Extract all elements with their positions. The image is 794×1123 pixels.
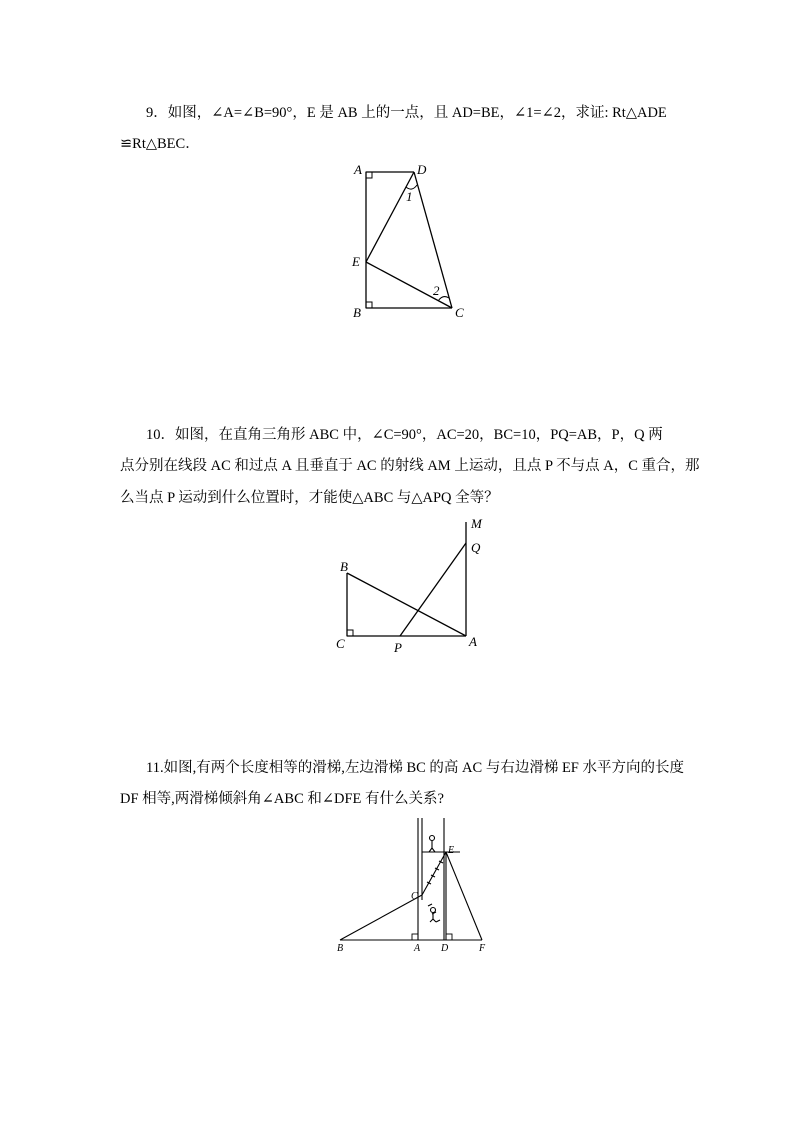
angle-1-label: 1 — [406, 189, 413, 204]
problem-10-line-2: 点分别在线段 AC 和过点 A 且垂直于 AC 的射线 AM 上运动，且点 P 不与点 A，C 重合，那 — [120, 458, 700, 474]
label-A: A — [354, 162, 362, 177]
label-B: B — [353, 305, 361, 320]
label-E: E — [352, 254, 360, 269]
label-D: D — [441, 943, 449, 954]
label-E: E — [448, 845, 455, 856]
label-A: A — [469, 634, 477, 649]
angle-2-label: 2 — [433, 283, 440, 298]
label-C: C — [336, 636, 345, 651]
problem-11-line-1: 11.如图,有两个长度相等的滑梯,左边滑梯 BC 的高 AC 与右边滑梯 EF 水平方向的长度 — [146, 760, 684, 776]
label-C: C — [411, 891, 418, 902]
problem-10-line-1: 10．如图，在直角三角形 ABC 中，∠C=90°，AC=20，BC=10，PQ=AB，P，Q 两 — [146, 427, 663, 443]
problem-10-figure — [330, 512, 490, 657]
label-Q: Q — [471, 540, 481, 555]
label-D: D — [417, 162, 427, 177]
problem-11-line-2: DF 相等,两滑梯倾斜角∠ABC 和∠DFE 有什么关系? — [120, 791, 444, 807]
label-C: C — [455, 305, 464, 320]
problem-11-figure — [330, 815, 490, 955]
label-M: M — [471, 516, 482, 531]
label-P: P — [394, 640, 402, 655]
problem-10-line-3: 么当点 P 运动到什么位置时，才能使△ABC 与△APQ 全等？ — [120, 490, 499, 506]
label-B: B — [340, 559, 348, 574]
problem-9-figure — [340, 158, 480, 328]
label-B: B — [337, 943, 344, 954]
label-F: F — [479, 943, 486, 954]
problem-9-line-2: ≌Rt△BEC． — [120, 136, 200, 152]
label-A: A — [414, 943, 421, 954]
problem-9-line-1: 9．如图，∠A=∠B=90°，E 是 AB 上的一点，且 AD=BE，∠1=∠2，求证: Rt△ADE — [146, 105, 667, 121]
